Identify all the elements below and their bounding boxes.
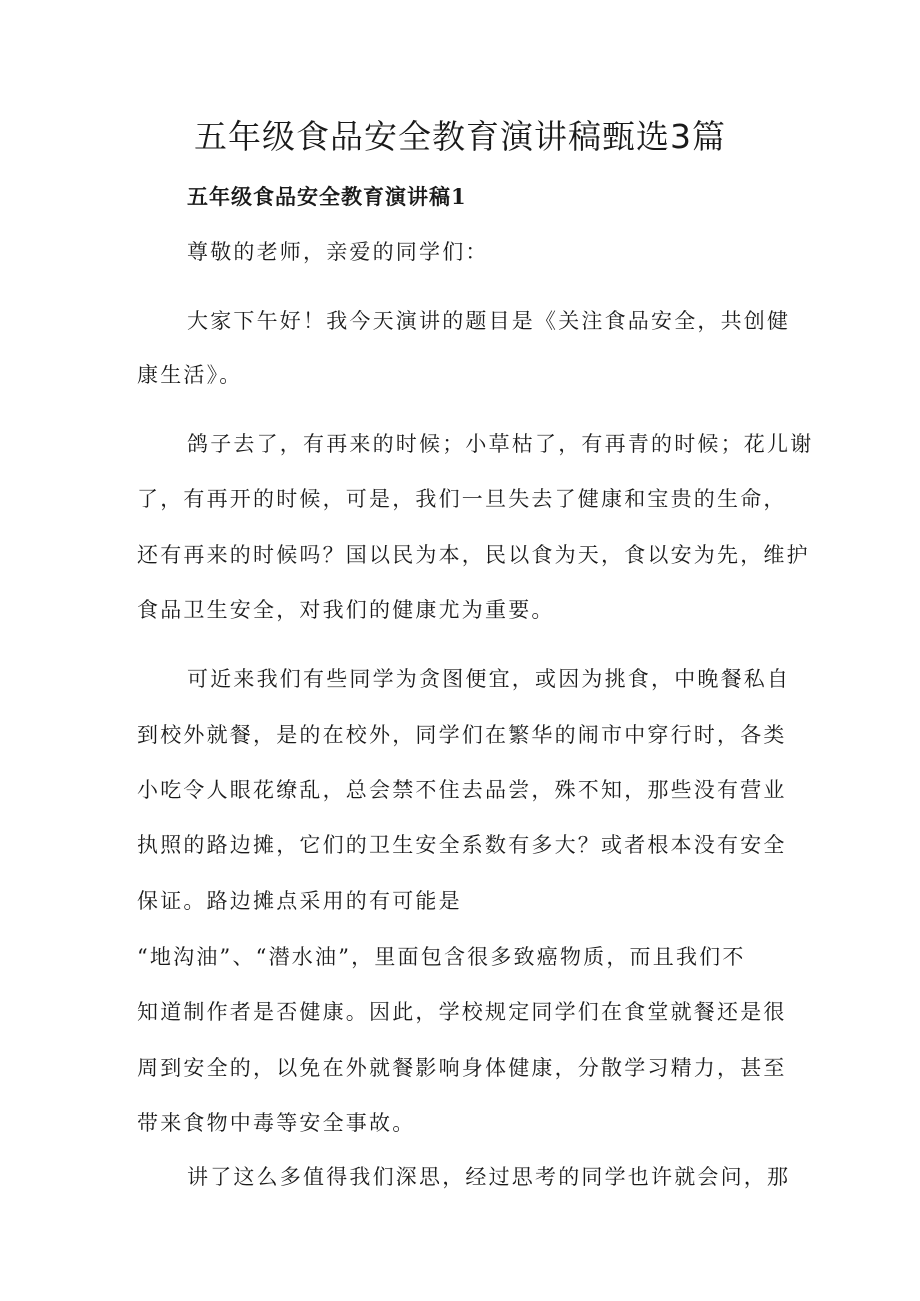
text-line: 鸽子去了，有再来的时候；小草枯了，有再青的时候；花儿谢	[187, 432, 814, 456]
section-heading: 五年级食品安全教育演讲稿1	[187, 184, 467, 209]
text-line: “地沟油”、“潜水油”，里面包含很多致癌物质，而且我们不	[137, 945, 746, 969]
text-line: 尊敬的老师，亲爱的同学们：	[187, 240, 489, 264]
text-line: 小吃令人眼花缭乱，总会禁不住去品尝，殊不知，那些没有营业	[137, 778, 787, 802]
text-line: 大家下午好！我今天演讲的题目是《关注食品安全，共创健	[187, 309, 791, 333]
text-line: 周到安全的，以免在外就餐影响身体健康，分散学习精力，甚至	[137, 1056, 787, 1080]
text-line: 讲了这么多值得我们深思，经过思考的同学也许就会问，那	[187, 1165, 791, 1189]
document-title: 五年级食品安全教育演讲稿甄选3篇	[194, 117, 726, 156]
text-line: 了，有再开的时候，可是，我们一旦失去了健康和宝贵的生命，	[137, 487, 787, 511]
text-line: 带来食物中毒等安全事故。	[137, 1111, 416, 1135]
text-line: 康生活》。	[137, 363, 243, 387]
text-line: 食品卫生安全，对我们的健康尤为重要。	[137, 598, 555, 622]
text-line: 到校外就餐，是的在校外，同学们在繁华的闹市中穿行时，各类	[137, 723, 787, 747]
text-line: 知道制作者是否健康。因此，学校规定同学们在食堂就餐还是很	[137, 1000, 787, 1024]
text-line: 保证。路边摊点采用的有可能是	[137, 889, 462, 913]
text-line: 可近来我们有些同学为贪图便宜，或因为挑食，中晚餐私自	[187, 667, 791, 691]
text-line: 还有再来的时候吗？国以民为本，民以食为天，食以安为先，维护	[137, 543, 810, 567]
text-line: 执照的路边摊，它们的卫生安全系数有多大？或者根本没有安全	[137, 833, 787, 857]
